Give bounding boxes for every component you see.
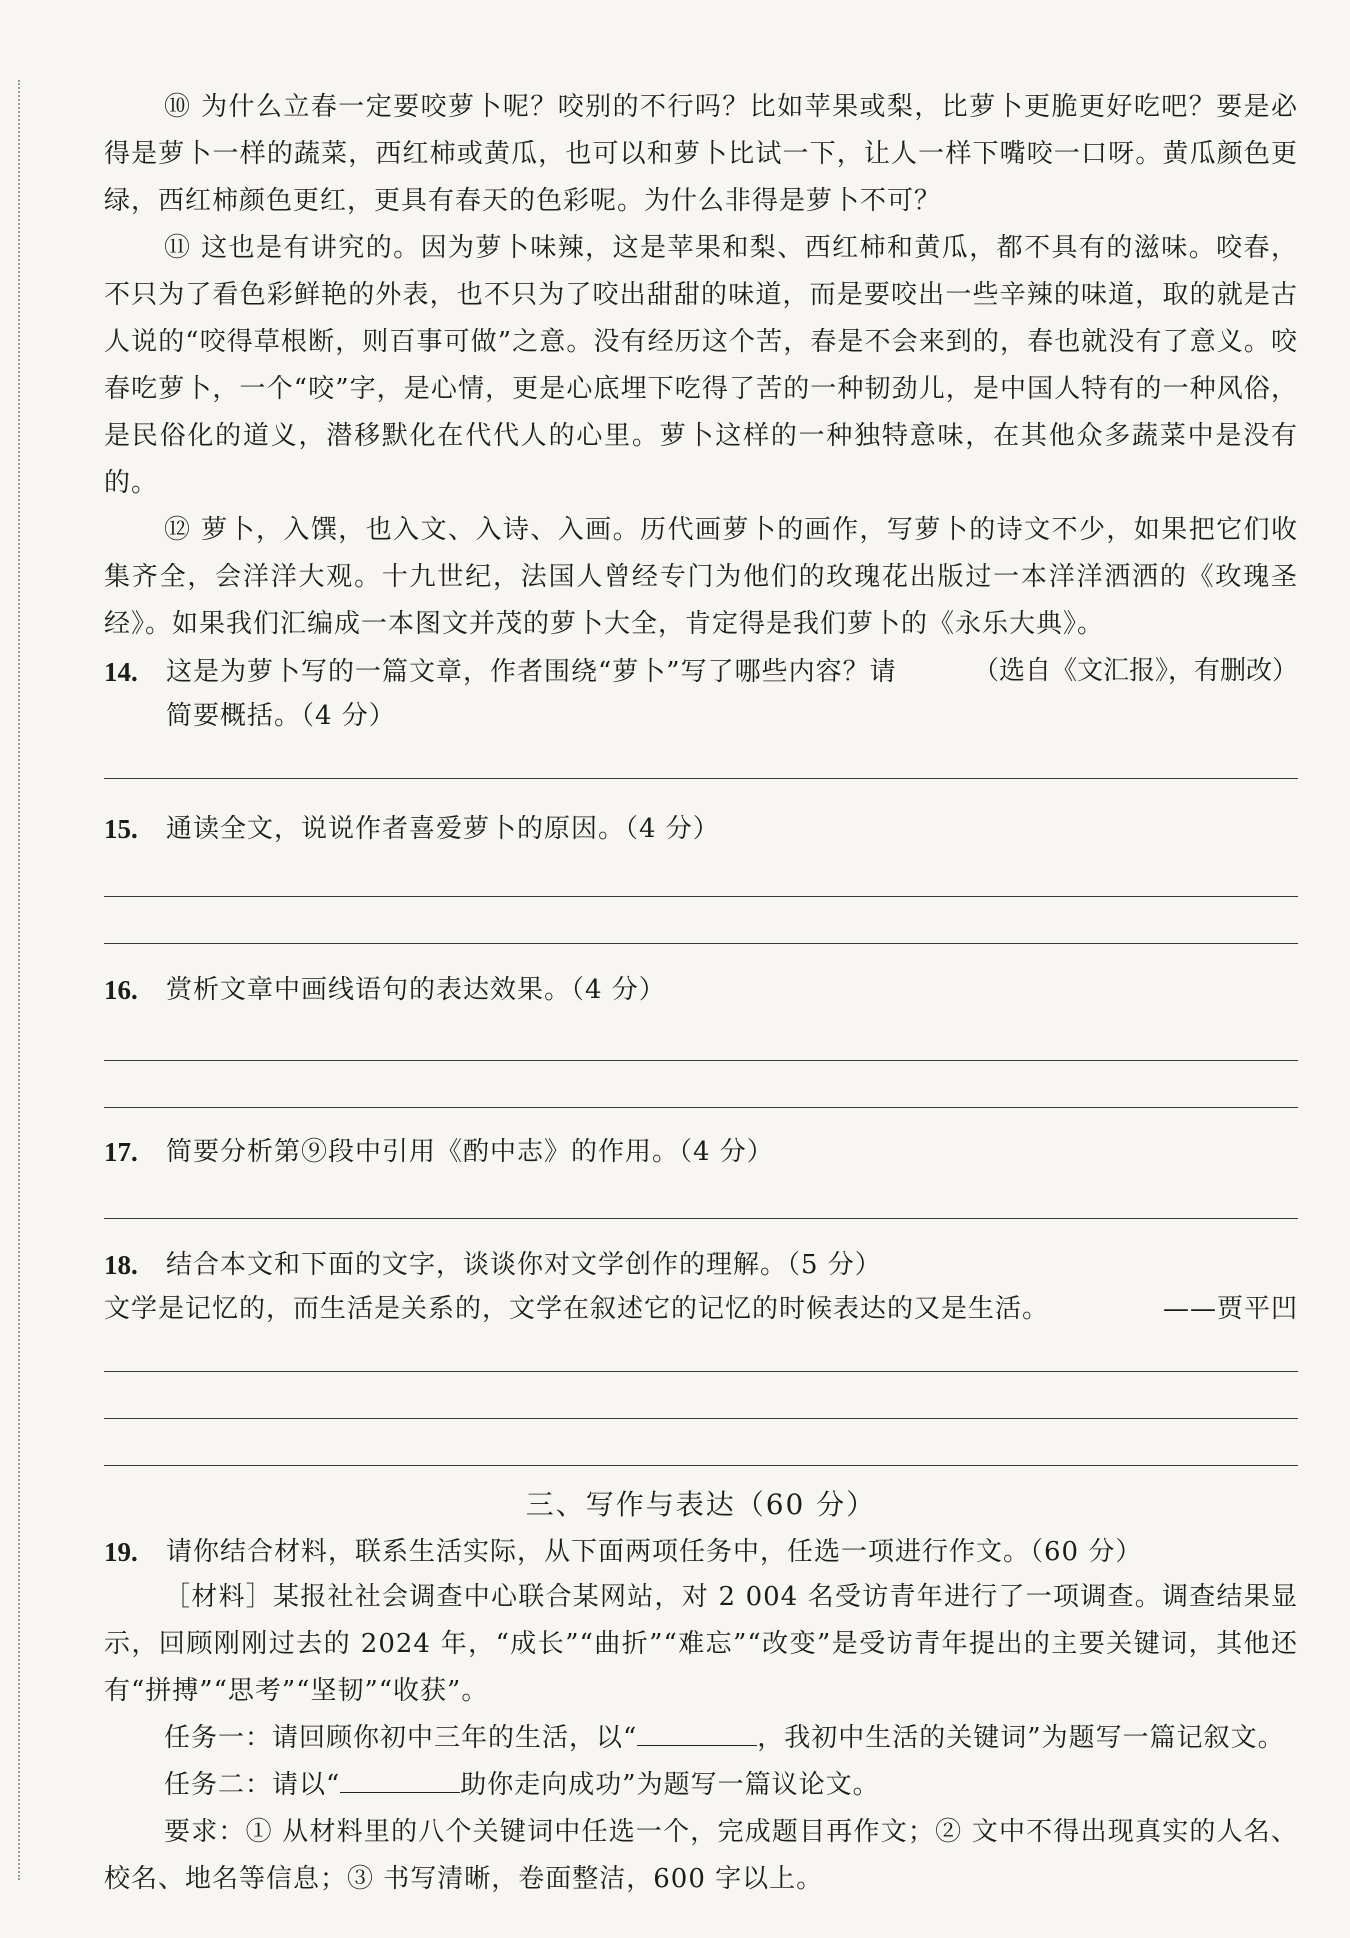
quote-text: 文学是记忆的，而生活是关系的，文学在叙述它的记忆的时候表达的又是生活。	[104, 1294, 1050, 1324]
task-two-text-start: 任务二：请以“	[164, 1770, 341, 1800]
question-text: 这是为萝卜写的一篇文章，作者围绕“萝卜”写了哪些内容？请简要概括。（4 分）	[166, 657, 897, 731]
question-15	[104, 807, 1298, 851]
question-18	[104, 1243, 1298, 1287]
question-text: 通读全文，说说作者喜爱萝卜的原因。（4 分）	[166, 814, 720, 844]
requirements-paragraph: 要求：① 从材料里的八个关键词中任选一个，完成题目再作文；② 文中不得出现真实的人名、校名、地名等信息；③ 书写清晰，卷面整洁，600 字以上。	[104, 1817, 1298, 1894]
task-one-text-end: ，我初中生活的关键词”为题写一篇记叙文。	[757, 1723, 1285, 1753]
question-14	[104, 650, 913, 738]
material-paragraph: ［材料］某报社社会调查中心联合某网站，对 2 004 名受访青年进行了一项调查。调查结果显示，回顾刚刚过去的 2024 年，“成长”“曲折”“难忘”“改变”是受访青年提出的主要关键词，其他还有“拼搏”“思考”“坚韧”“收获”。	[104, 1582, 1298, 1706]
question-text: 赏析文章中画线语句的表达效果。（4 分）	[166, 975, 666, 1005]
title-blank[interactable]	[637, 1719, 757, 1746]
paragraph-10: ⑩ 为什么立春一定要咬萝卜呢？咬别的不行吗？比如苹果或梨，比萝卜更脆更好吃吧？要是必得是萝卜一样的蔬菜，西红柿或黄瓜，也可以和萝卜比试一下，让人一样下嘴咬一口呀。黄瓜颜色更绿，西红柿颜色更红，更具有春天的色彩呢。为什么非得是萝卜不可？	[104, 92, 1298, 216]
question-text: 结合本文和下面的文字，谈谈你对文学创作的理解。（5 分）	[166, 1250, 882, 1280]
task-one-text-start: 任务一：请回顾你初中三年的生活，以“	[164, 1723, 638, 1753]
quote-author: ——贾平凹	[1162, 1294, 1298, 1324]
quote-block	[104, 1287, 1298, 1331]
page-content	[104, 84, 1298, 1903]
question-number: 19.	[104, 1537, 138, 1567]
question-number: 15.	[104, 814, 138, 844]
question-number: 16.	[104, 975, 138, 1005]
question-number: 18.	[104, 1250, 138, 1280]
question-text: 简要分析第⑨段中引用《酌中志》的作用。（4 分）	[166, 1137, 774, 1167]
task-two-text-end: 助你走向成功”为题写一篇议论文。	[460, 1770, 880, 1800]
task-two	[104, 1762, 1298, 1809]
title-blank[interactable]	[340, 1766, 460, 1793]
binding-margin-line	[18, 80, 20, 1880]
section-title: 三、写作与表达（60 分）	[525, 1488, 877, 1521]
paragraph-12-text: ⑫ 萝卜，入馔，也入文、入诗、入画。历代画萝卜的画作，写萝卜的诗文不少，如果把它们收集齐全，会洋洋大观。十九世纪，法国人曾经专门为他们的玫瑰花出版过一本洋洋洒洒的《玫瑰圣经》。如果我们汇编成一本图文并茂的萝卜大全，肯定得是我们萝卜的《永乐大典》。	[104, 515, 1298, 639]
question-16	[104, 968, 1298, 1012]
question-17	[104, 1130, 1298, 1174]
source-citation: （选自《文汇报》，有删改）	[972, 656, 1298, 686]
task-one	[104, 1715, 1298, 1762]
paragraph-11: ⑪ 这也是有讲究的。因为萝卜味辣，这是苹果和梨、西红柿和黄瓜，都不具有的滋味。咬春，不只为了看色彩鲜艳的外表，也不只为了咬出甜甜的味道，而是要咬出一些辛辣的味道，取的就是古人说的“咬得草根断，则百事可做”之意。没有经历这个苦，春是不会来到的，春也就没有了意义。咬春吃萝卜，一个“咬”字，是心情，更是心底埋下吃得了苦的一种韧劲儿，是中国人特有的一种风俗，是民俗化的道义，潜移默化在代代人的心里。萝卜这样的一种独特意味，在其他众多蔬菜中是没有的。	[104, 233, 1298, 498]
question-19	[104, 1530, 1298, 1574]
question-number: 17.	[104, 1137, 138, 1167]
question-text: 请你结合材料，联系生活实际，从下面两项任务中，任选一项进行作文。（60 分）	[166, 1537, 1143, 1567]
question-number: 14.	[104, 657, 138, 687]
